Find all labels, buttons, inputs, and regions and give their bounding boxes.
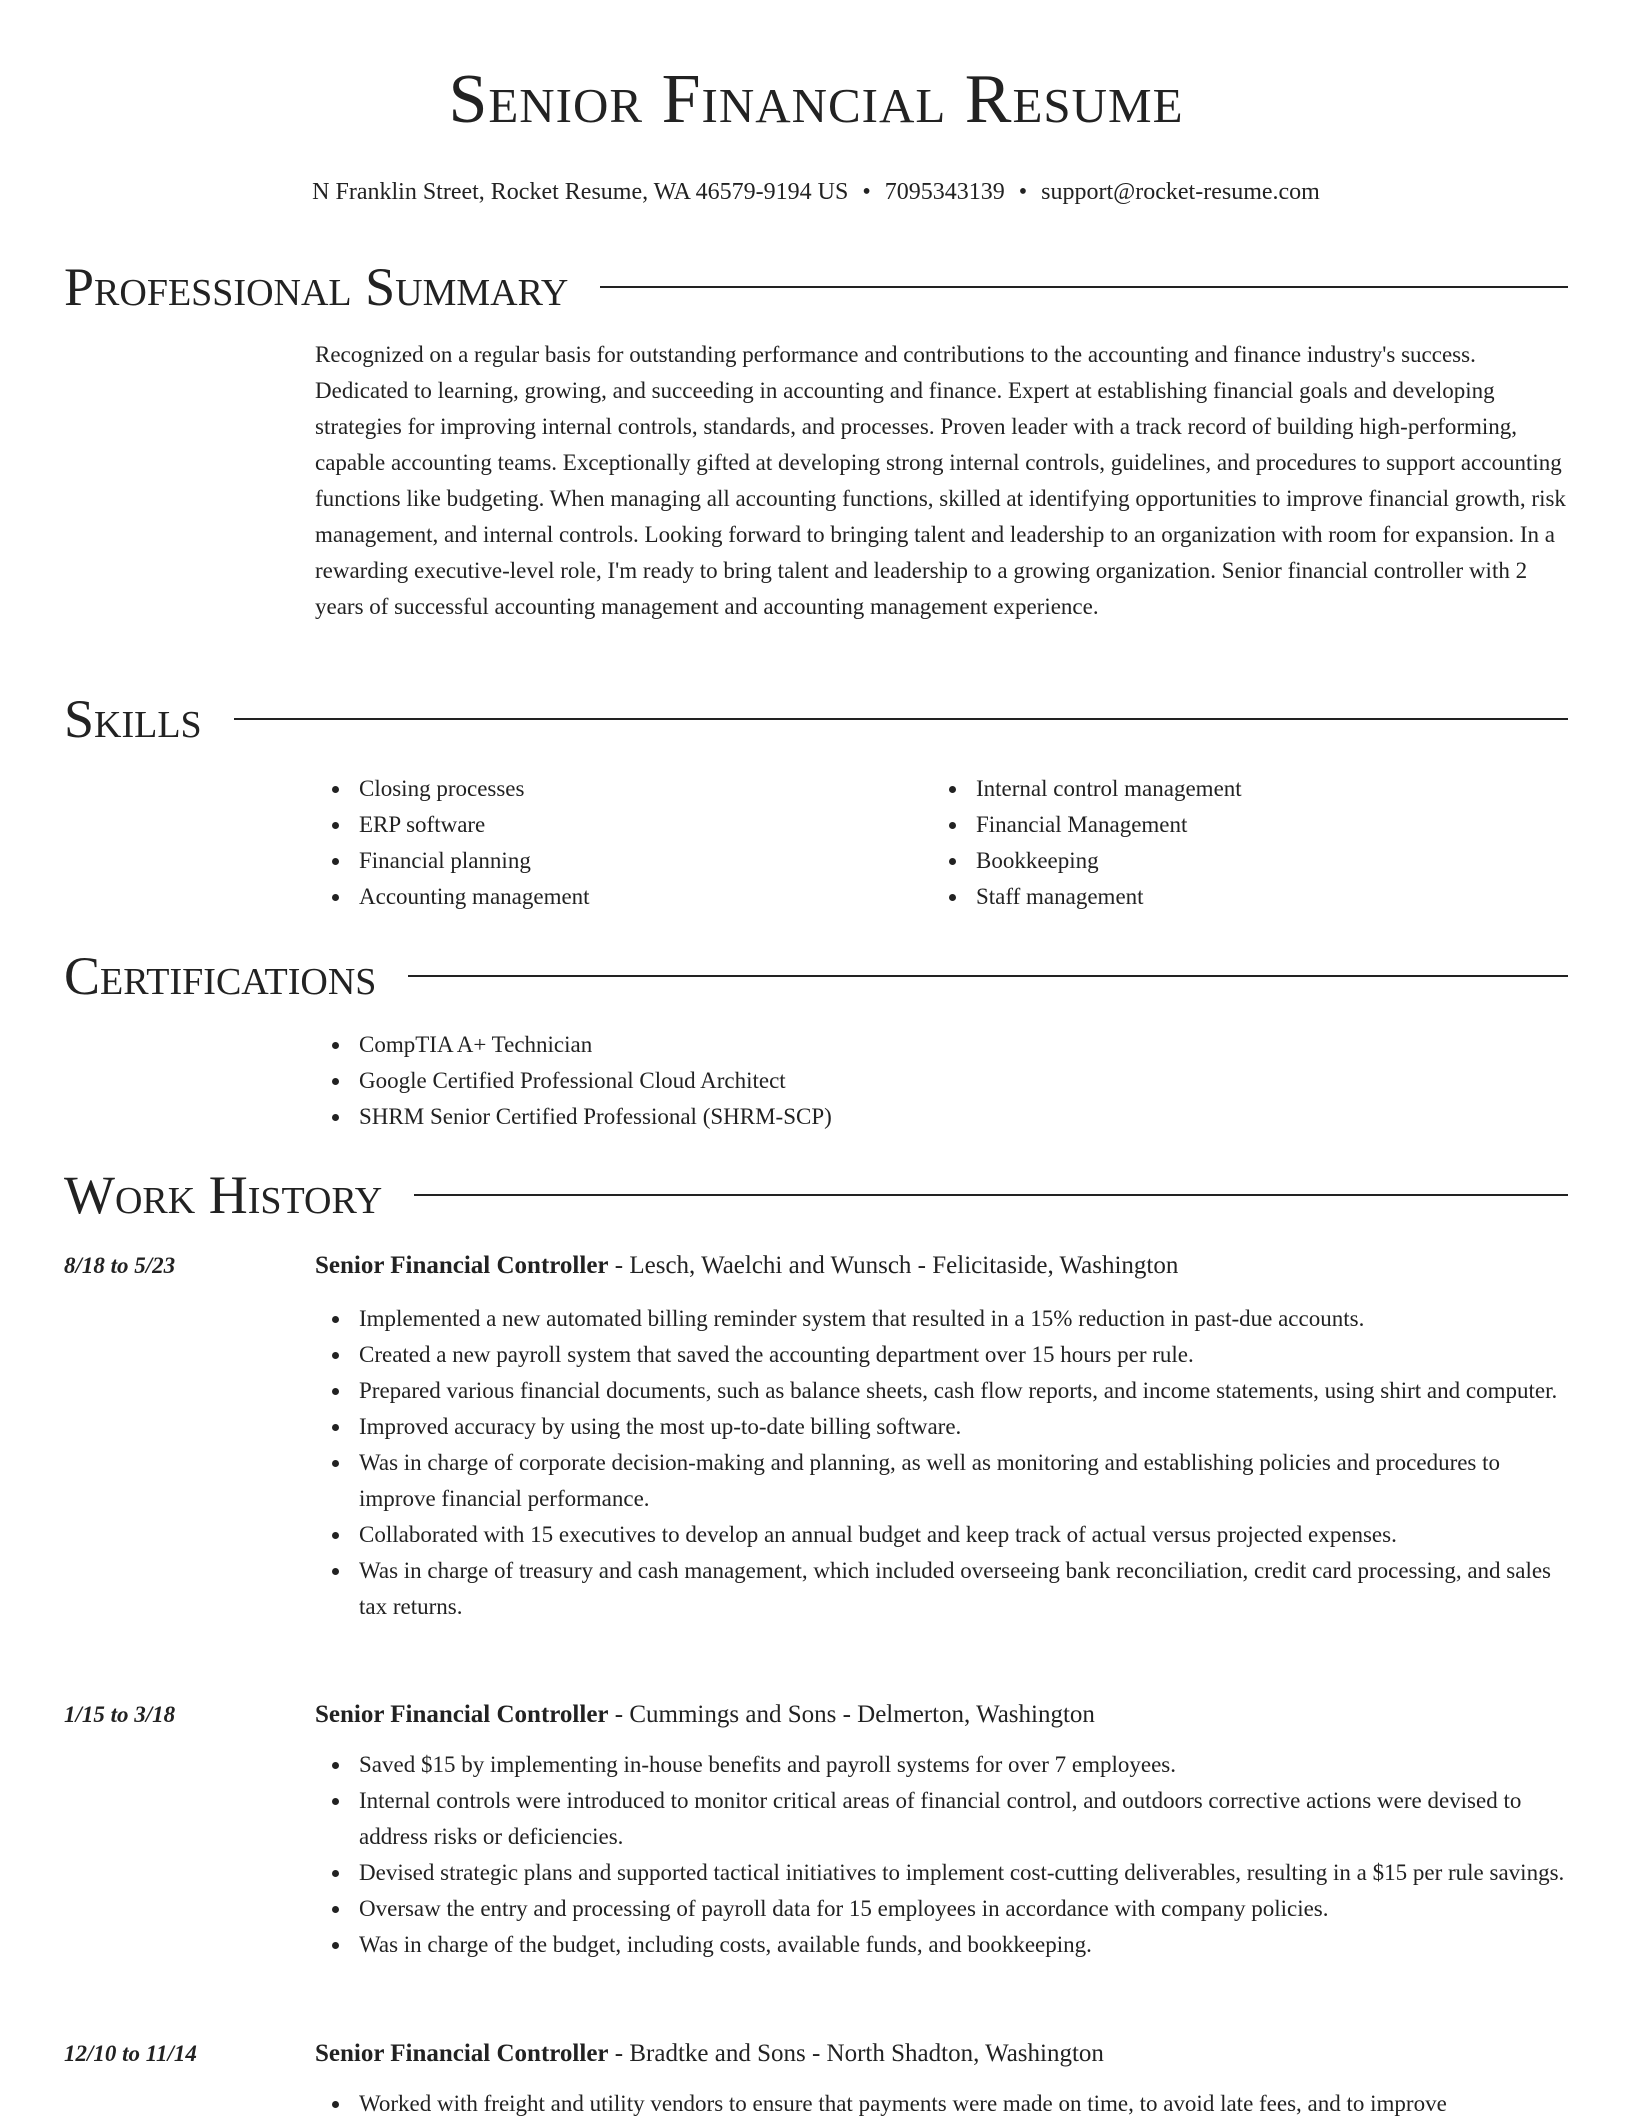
skills-list-left — [315, 771, 932, 915]
duty-item: Prepared various financial documents, such as balance sheets, cash flow reports, and income statements, using shirt and computer. — [359, 1373, 1568, 1409]
skills-list-right — [932, 771, 1549, 915]
section-title: Work History — [64, 1165, 383, 1225]
duty-item: Created a new payroll system that saved the accounting department over 15 hours per rule. — [359, 1337, 1568, 1373]
certification-item: Google Certified Professional Cloud Architect — [359, 1063, 1568, 1099]
job-header — [315, 1697, 1095, 1733]
job-dates: 1/15 to 3/18 — [64, 1702, 176, 1727]
skill-item: Financial Management — [976, 807, 1549, 843]
duty-item: Collaborated with 15 executives to develop an annual budget and keep track of actual versus projected expenses. — [359, 1517, 1568, 1553]
section-summary-heading — [64, 257, 1568, 317]
job-duties — [315, 1301, 1568, 1625]
duties-list — [315, 2086, 1568, 2122]
section-skills-heading — [64, 689, 1568, 749]
certifications-block — [315, 1027, 1568, 1135]
separator-bullet: • — [1018, 179, 1028, 205]
email: support@rocket-resume.com — [1041, 179, 1320, 205]
duty-item: Devised strategic plans and supported tactical initiatives to implement cost-cutting deliverables, resulting in a $15 per rule savings. — [359, 1855, 1568, 1891]
separator-bullet: • — [862, 179, 871, 205]
duty-item: Improved accuracy by using the most up-to-date billing software. — [359, 1409, 1568, 1445]
duty-item: Saved $15 by implementing in-house benefits and payroll systems for over 7 employees. — [359, 1747, 1568, 1783]
duties-list — [315, 1747, 1568, 1963]
section-certifications-heading — [64, 946, 1568, 1006]
section-divider — [408, 975, 1568, 977]
duty-item: Internal controls were introduced to monitor critical areas of financial control, and outdoors corrective actions were devised to address risks or deficiencies. — [359, 1783, 1568, 1855]
skill-item: Financial planning — [359, 843, 932, 879]
skill-item: Closing processes — [359, 771, 932, 807]
summary-text: Recognized on a regular basis for outstanding performance and contributions to the accounting and finance industry's success. Dedicated to learning, growing, and succeeding in accounting and finance. Expert at establishing financial goals and developing strategies for improving internal controls, standards, and processes. Proven leader with a track record of building high-performing, capable accounting teams. Exceptionally gifted at developing strong internal controls, guidelines, and procedures to support accounting functions like budgeting. When managing all accounting functions, skilled at identifying opportunities to improve financial growth, risk management, and internal controls. Looking forward to bringing talent and leadership to an organization with room for expansion. In a rewarding executive-level role, I'm ready to bring talent and leadership to a growing organization. Senior financial controller with 2 years of successful accounting management and accounting management experience. — [315, 342, 1566, 619]
duty-item: Was in charge of treasury and cash management, which included overseeing bank reconciliation, credit card processing, and sales tax returns. — [359, 1553, 1568, 1625]
certifications-list — [315, 1027, 1568, 1135]
job-employer: - Lesch, Waelchi and Wunsch - Felicitaside, Washington — [608, 1252, 1179, 1279]
job-dates: 12/10 to 11/14 — [64, 2041, 197, 2066]
resume-title: Senior Financial Resume — [448, 61, 1184, 138]
section-title: Professional Summary — [64, 257, 569, 317]
job-role: Senior Financial Controller — [315, 1701, 609, 1728]
duty-item: Oversaw the entry and processing of payroll data for 15 employees in accordance with company policies. — [359, 1891, 1568, 1927]
certification-item: CompTIA A+ Technician — [359, 1027, 1568, 1063]
job-role: Senior Financial Controller — [315, 1252, 609, 1279]
duty-item: Implemented a new automated billing reminder system that resulted in a 15% reduction in past-due accounts. — [359, 1301, 1568, 1337]
duty-item: Was in charge of the budget, including costs, available funds, and bookkeeping. — [359, 1927, 1568, 1963]
duty-item: Was in charge of corporate decision-making and planning, as well as monitoring and establishing policies and procedures to improve financial performance. — [359, 1445, 1568, 1517]
summary-block — [315, 337, 1568, 625]
section-divider — [414, 1194, 1568, 1196]
job-employer: - Cummings and Sons - Delmerton, Washington — [608, 1701, 1095, 1728]
contact-line — [64, 174, 1568, 210]
duties-list — [315, 1301, 1568, 1625]
job-duties — [315, 1747, 1568, 1963]
phone: 7095343139 — [884, 179, 1005, 205]
job-role: Senior Financial Controller — [315, 2040, 609, 2067]
job-employer: - Bradtke and Sons - North Shadton, Washington — [608, 2040, 1104, 2067]
section-title: Skills — [64, 689, 202, 749]
certification-item: SHRM Senior Certified Professional (SHRM-SCP) — [359, 1099, 1568, 1135]
skills-block — [315, 771, 1568, 915]
job-header — [315, 2036, 1104, 2072]
skill-item: ERP software — [359, 807, 932, 843]
skill-item: Accounting management — [359, 879, 932, 915]
skill-item: Staff management — [976, 879, 1549, 915]
skill-item: Internal control management — [976, 771, 1549, 807]
job-dates: 8/18 to 5/23 — [64, 1253, 176, 1278]
section-work-history-heading — [64, 1165, 1568, 1225]
job-header — [315, 1248, 1178, 1284]
address: N Franklin Street, Rocket Resume, WA 46579-9194 US — [312, 179, 849, 205]
section-title: Certifications — [64, 946, 377, 1006]
section-divider — [600, 286, 1568, 288]
section-divider — [234, 718, 1568, 720]
duty-item: Worked with freight and utility vendors to ensure that payments were made on time, to avoid late fees, and to improve — [359, 2086, 1568, 2122]
skill-item: Bookkeeping — [976, 843, 1549, 879]
job-duties — [315, 2086, 1568, 2122]
